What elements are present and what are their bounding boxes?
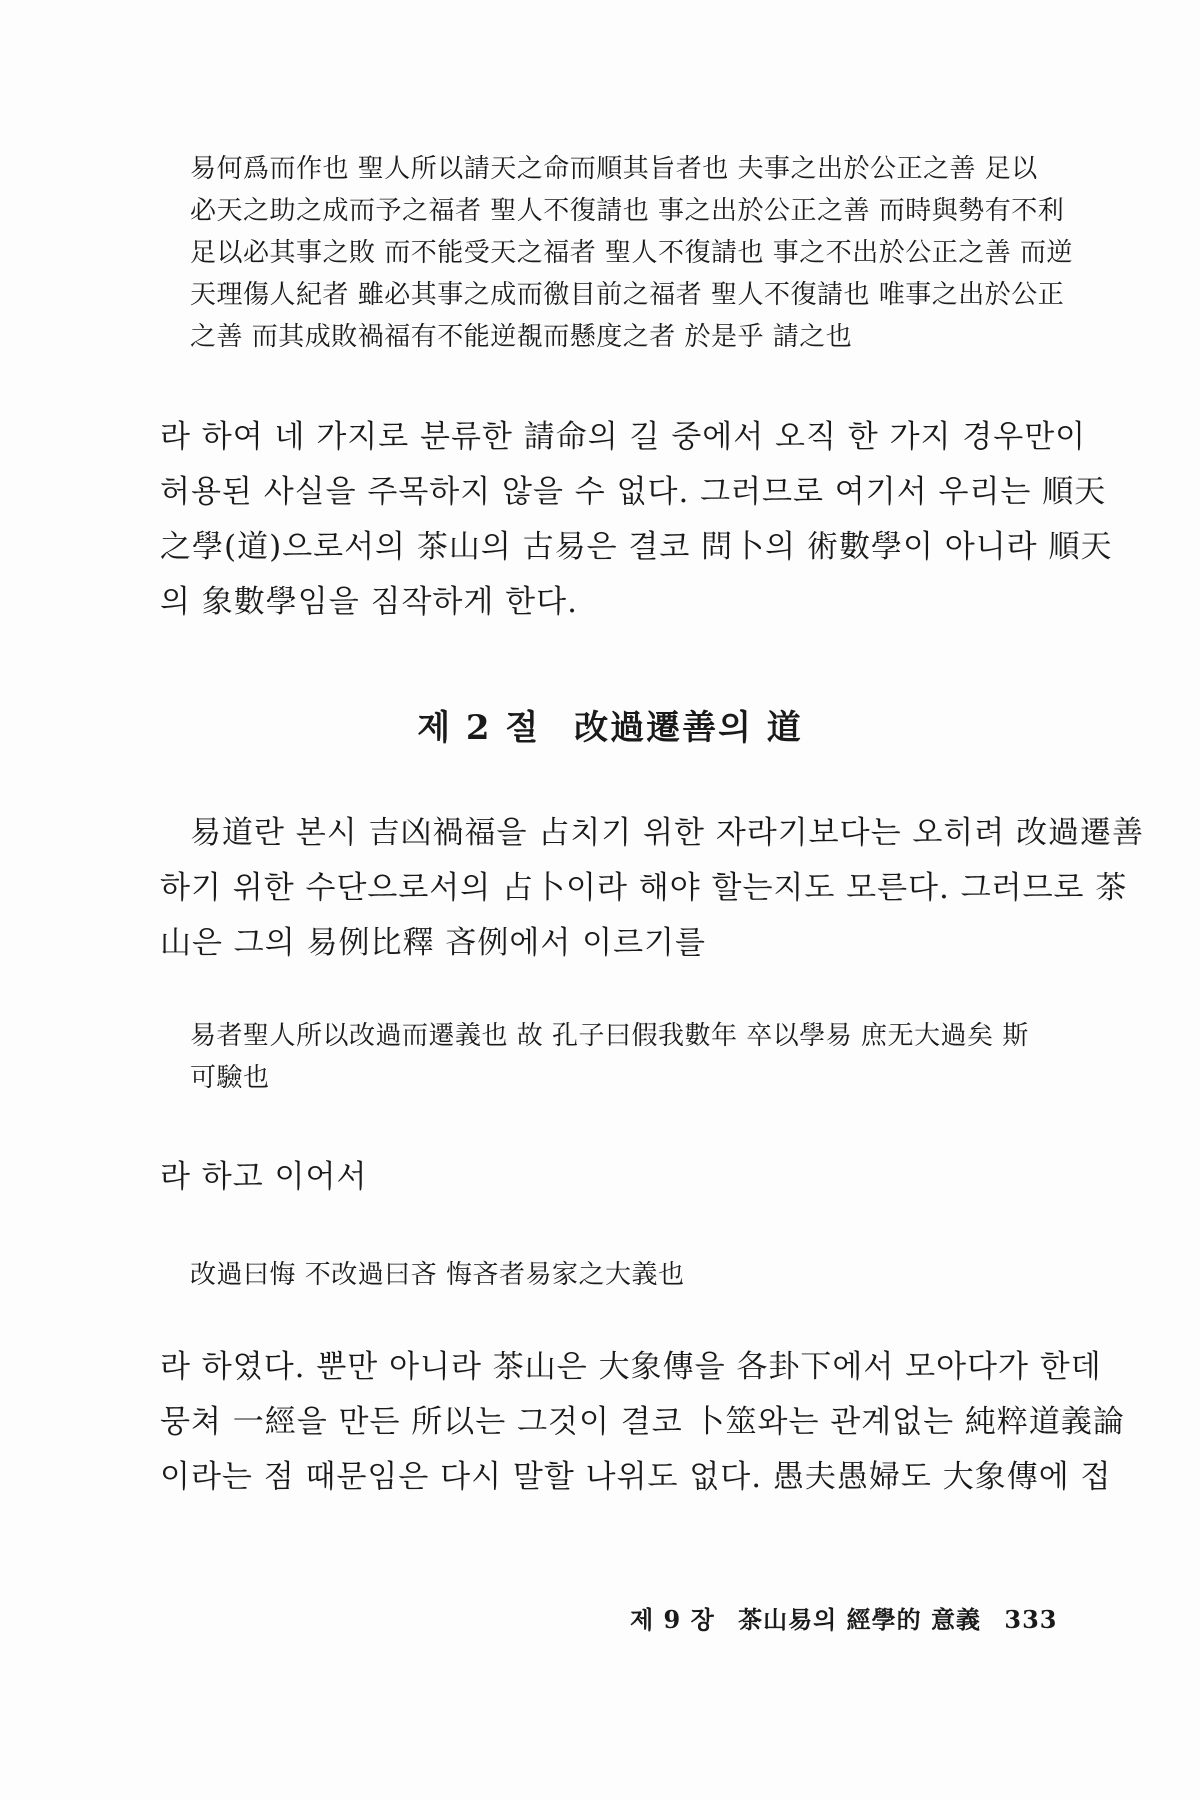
- paragraph-line: 뭉쳐 一經을 만든 所以는 그것이 결코 卜筮와는 관계없는 純粹道義論: [160, 1404, 1125, 1440]
- quote-line: 可驗也: [190, 1063, 270, 1093]
- quotation-block-3: [190, 1254, 1060, 1296]
- quotation-block-2: [190, 1015, 1060, 1099]
- paragraph-line: 허용된 사실을 주목하지 않을 수 없다. 그러므로 여기서 우리는 順天: [160, 474, 1107, 510]
- section-number: 제 2 절: [417, 708, 541, 748]
- paragraph-3: [160, 1150, 1060, 1205]
- section-title: 改過遷善의 道: [574, 708, 803, 748]
- section-heading: [160, 700, 1060, 749]
- paragraph-1: [160, 410, 1113, 630]
- paragraph-line: 山은 그의 易例比釋 吝例에서 이르기를: [160, 925, 706, 961]
- quote-line: 足以必其事之敗 而不能受天之福者 聖人不復請也 事之不出於公正之善 而逆: [190, 238, 1074, 268]
- quote-line: 必天之助之成而予之福者 聖人不復請也 事之出於公正之善 而時與勢有不利: [190, 196, 1065, 226]
- paragraph-line: 라 하여 네 가지로 분류한 請命의 길 중에서 오직 한 가지 경우만이: [160, 419, 1087, 455]
- page-number: 333: [1004, 1605, 1058, 1634]
- paragraph-2: [160, 806, 1145, 971]
- paragraph-line: 의 象數學임을 짐작하게 한다.: [160, 584, 578, 620]
- running-footer: [630, 1600, 1072, 1635]
- footer-title: 茶山易의 經學的 意義: [738, 1605, 982, 1634]
- quote-line: 易何爲而作也 聖人所以請天之命而順其旨者也 夫事之出於公正之善 足以: [190, 154, 1038, 184]
- paragraph-line: 라 하였다. 뿐만 아니라 茶山은 大象傳을 各卦下에서 모아다가 한데: [160, 1349, 1102, 1385]
- paragraph-line: 之學(道)으로서의 茶山의 古易은 결코 問卜의 術數學이 아니라 順天: [160, 529, 1113, 565]
- paragraph-line: 이라는 점 때문임은 다시 말할 나위도 없다. 愚夫愚婦도 大象傳에 접: [160, 1459, 1112, 1495]
- quote-line: 之善 而其成敗禍福有不能逆覩而懸度之者 於是乎 請之也: [190, 322, 853, 352]
- footer-chapter: 제 9 장: [630, 1605, 715, 1634]
- quote-line: 易者聖人所以改過而遷義也 故 孔子曰假我數年 卒以學易 庶无大過矣 斯: [190, 1021, 1029, 1051]
- paragraph-line: 하기 위한 수단으로서의 占卜이라 해야 할는지도 모른다. 그러므로 茶: [160, 870, 1128, 906]
- paragraph-line: 易道란 본시 吉凶禍福을 占치기 위한 자라기보다는 오히려 改過遷善: [190, 815, 1145, 851]
- paragraph-line: 라 하고 이어서: [160, 1159, 368, 1195]
- quote-line: 改過曰悔 不改過曰吝 悔吝者易家之大義也: [190, 1260, 685, 1290]
- quote-line: 天理傷人紀者 雖必其事之成而徼目前之福者 聖人不復請也 唯事之出於公正: [190, 280, 1065, 310]
- quotation-block-1: [190, 148, 1074, 358]
- paragraph-4: [160, 1340, 1125, 1505]
